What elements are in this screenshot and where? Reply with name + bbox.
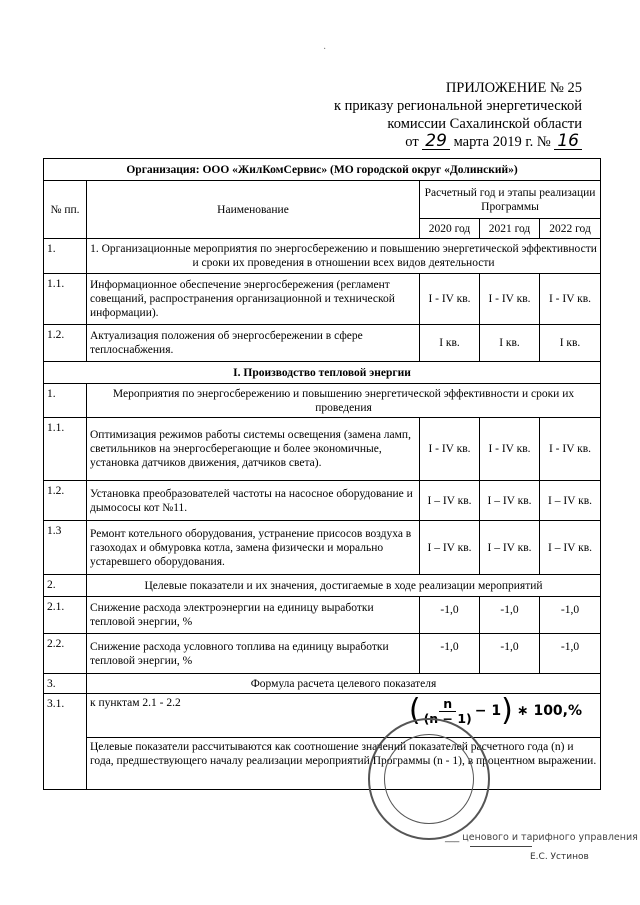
- table-row: [44, 738, 601, 790]
- table-row: [44, 521, 601, 575]
- formula-cell: [87, 694, 601, 738]
- row-value: -1,0: [480, 634, 540, 674]
- appendix-date-line: [334, 133, 582, 151]
- row-number: 3.: [44, 674, 87, 694]
- formula-explanation: Целевые показатели рассчитываются как соотношение значений показателей расчетного года (n) и года, предшествующего началу реализации мероприятий Программы (n - 1), в процентном выражении.: [87, 738, 601, 790]
- appendix-order-line: к приказу региональной энергетической: [333, 98, 582, 114]
- row-text: Формула расчета целевого показателя: [87, 674, 601, 694]
- formula-tail: ∗ 100,%: [516, 703, 583, 719]
- row-value: I - IV кв.: [420, 418, 480, 481]
- appendix-title: ПРИЛОЖЕНИЕ № 25: [445, 80, 582, 96]
- table-row: [44, 575, 601, 597]
- formula-right-paren: ): [501, 693, 513, 728]
- formula-ref: к пунктам 2.1 - 2.2: [90, 697, 181, 709]
- row-value: I кв.: [420, 325, 480, 362]
- table-row: [44, 418, 601, 481]
- col-header-period: Расчетный год и этапы реализации Программы: [420, 181, 601, 219]
- handwritten-order-number: 16: [554, 134, 582, 150]
- row-value: -1,0: [540, 634, 601, 674]
- row-value: -1,0: [540, 597, 601, 634]
- row-value: I – IV кв.: [480, 521, 540, 575]
- formula-row: [44, 694, 601, 738]
- date-prefix: от: [405, 134, 419, 150]
- row-text: Актуализация положения об энергосбережении в сфере теплоснабжения.: [87, 325, 420, 362]
- table-row: [44, 597, 601, 634]
- row-number: 3.1.: [44, 694, 87, 790]
- table-row: [44, 634, 601, 674]
- row-number: 1.2.: [44, 325, 87, 362]
- energy-program-table: [43, 158, 601, 790]
- row-value: I - IV кв.: [420, 274, 480, 325]
- appendix-commission-line: комиссии Сахалинской области: [387, 116, 582, 132]
- table-row: [44, 674, 601, 694]
- row-number: 1.1.: [44, 274, 87, 325]
- row-value: I – IV кв.: [540, 481, 601, 521]
- col-header-year: 2021 год: [480, 219, 540, 239]
- row-value: I кв.: [480, 325, 540, 362]
- formula-denominator: (n − 1): [423, 710, 472, 726]
- handwritten-day: 29: [422, 134, 450, 150]
- row-value: -1,0: [480, 597, 540, 634]
- row-text: Оптимизация режимов работы системы освещения (замена ламп, светильников на энергосберегающие и более экономичные, установка датчиков движения, датчиков света).: [87, 418, 420, 481]
- row-text: Установка преобразователей частоты на насосное оборудование и дымососы кот №11.: [87, 481, 420, 521]
- organization-row: Организация: ООО «ЖилКомСервис» (МО городской округ «Долинский»): [44, 159, 601, 181]
- row-number: 2.: [44, 575, 87, 597]
- row-number: 1.3: [44, 521, 87, 575]
- row-value: I - IV кв.: [480, 274, 540, 325]
- date-rest: марта 2019 г. №: [453, 134, 551, 150]
- row-text: 1. Организационные мероприятия по энергосбережению и повышению энергетической эффективности и сроки их проведения в отношении всех видов деятельности: [87, 239, 601, 274]
- row-number: 1.: [44, 384, 87, 418]
- page-mark: ·: [323, 44, 327, 55]
- signature-name: Е.С. Устинов: [530, 852, 589, 862]
- table-row: [44, 384, 601, 418]
- table-row: [44, 481, 601, 521]
- col-header-name: Наименование: [87, 181, 420, 239]
- row-text: Снижение расхода условного топлива на единицу выработки тепловой энергии, %: [87, 634, 420, 674]
- row-value: I – IV кв.: [420, 521, 480, 575]
- signature-rule: [470, 846, 532, 847]
- row-value: I - IV кв.: [480, 418, 540, 481]
- row-number: 2.1.: [44, 597, 87, 634]
- row-text: Мероприятия по энергосбережению и повышению энергетической эффективности и сроки их проведения: [87, 384, 601, 418]
- col-header-year: 2020 год: [420, 219, 480, 239]
- row-number: 1.: [44, 239, 87, 274]
- appendix-header: [334, 79, 582, 151]
- row-number: 2.2.: [44, 634, 87, 674]
- col-header-year: 2022 год: [540, 219, 601, 239]
- table-row: [44, 274, 601, 325]
- section-title: I. Производство тепловой энергии: [44, 362, 601, 384]
- signature-position: ___ ценового и тарифного управления: [445, 832, 638, 843]
- row-value: I – IV кв.: [420, 481, 480, 521]
- row-text: Информационное обеспечение энергосбережения (регламент совещаний, распространения организационной и технической информации).: [87, 274, 420, 325]
- row-value: I кв.: [540, 325, 601, 362]
- formula-numerator: n: [439, 697, 456, 712]
- table-row: [44, 239, 601, 274]
- formula-minus: − 1: [474, 703, 502, 719]
- target-formula: [408, 693, 583, 728]
- row-text: Снижение расхода электроэнергии на единицу выработки тепловой энергии, %: [87, 597, 420, 634]
- row-value: I – IV кв.: [540, 521, 601, 575]
- row-value: -1,0: [420, 597, 480, 634]
- row-number: 1.2.: [44, 481, 87, 521]
- row-value: I - IV кв.: [540, 274, 601, 325]
- row-value: -1,0: [420, 634, 480, 674]
- row-number: 1.1.: [44, 418, 87, 481]
- section-row: [44, 362, 601, 384]
- table-row: [44, 325, 601, 362]
- col-header-num: № пп.: [44, 181, 87, 239]
- row-text: Ремонт котельного оборудования, устранение присосов воздуха в газоходах и обмуровка котла, замена физически и морально устаревшего оборудования.: [87, 521, 420, 575]
- row-value: I – IV кв.: [480, 481, 540, 521]
- formula-left-paren: (: [408, 693, 421, 728]
- row-text: Целевые показатели и их значения, достигаемые в ходе реализации мероприятий: [87, 575, 601, 597]
- formula-fraction: [424, 697, 472, 726]
- row-value: I - IV кв.: [540, 418, 601, 481]
